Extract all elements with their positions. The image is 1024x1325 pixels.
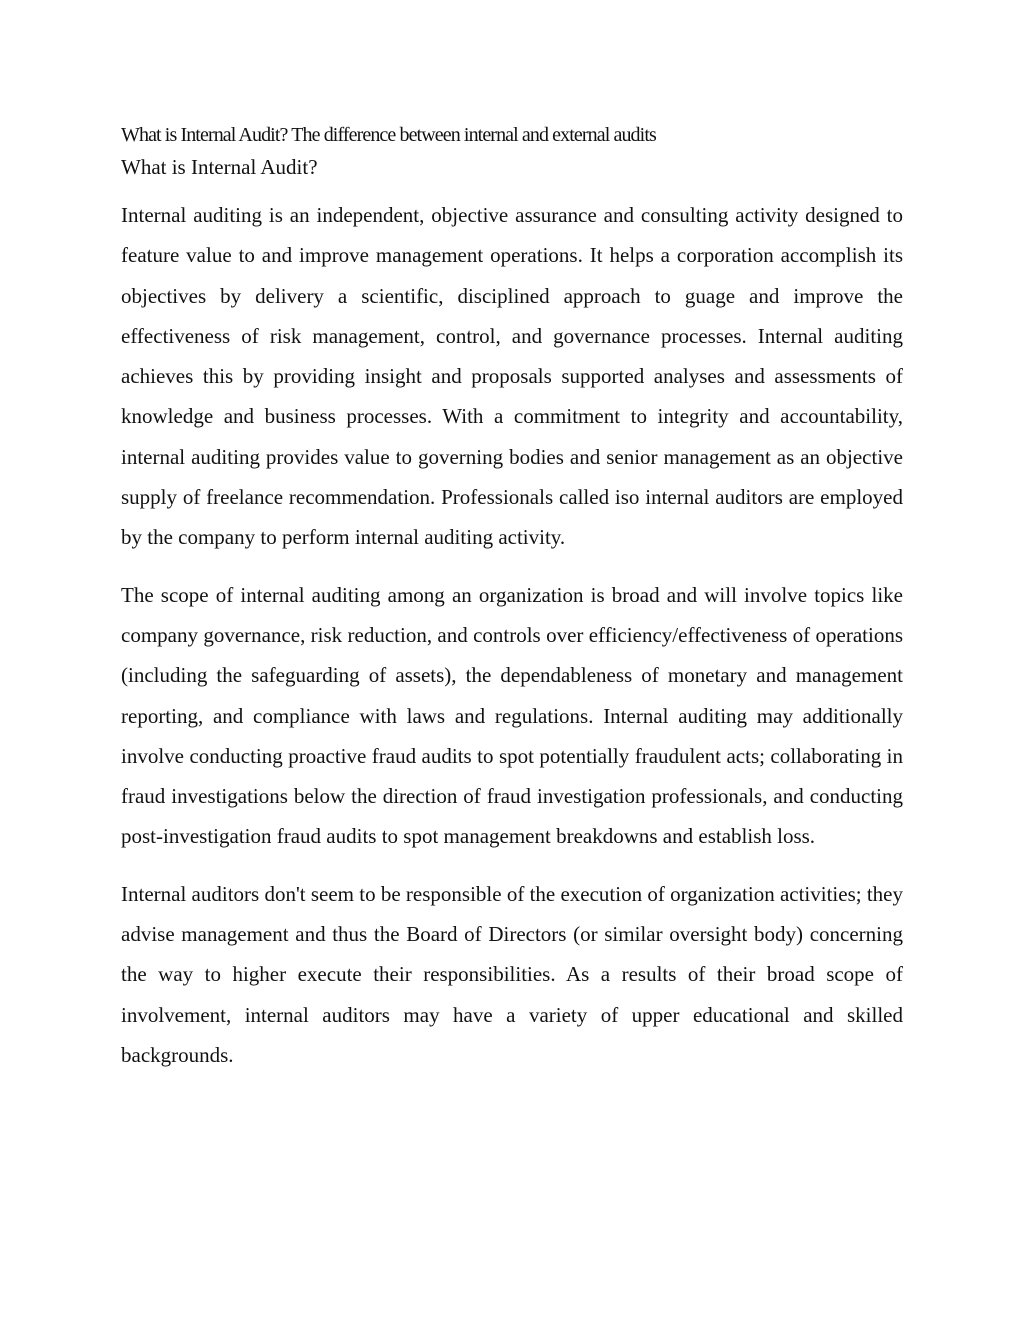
- document-title: What is Internal Audit? The difference between internal and external audits: [121, 124, 656, 146]
- document-page: [121, 118, 903, 1092]
- paragraph-1: Internal auditing is an independent, objective assurance and consulting activity designed to feature value to and improve management operations. It helps a corporation accomplish its objectives by delivery a scientific, disciplined approach to guage and improve the effectiveness of risk management, control, and governance processes. Internal auditing achieves this by providing insight and proposals supported analyses and assessments of knowledge and business processes. With a commitment to integrity and accountability, internal auditing provides value to governing bodies and senior management as an objective supply of freelance recommendation. Professionals called iso internal auditors are employed by the company to perform internal auditing activity.: [121, 203, 903, 550]
- section-heading: What is Internal Audit?: [121, 155, 318, 179]
- paragraph-2: The scope of internal auditing among an organization is broad and will involve topics like company governance, risk reduction, and controls over efficiency/effectiveness of operations (including the safeguarding of assets), the dependableness of monetary and management reporting, and compliance with laws and regulations. Internal auditing may additionally involve conducting proactive fraud audits to spot potentially fraudulent acts; collaborating in fraud investigations below the direction of fraud investigation professionals, and conducting post-investigation fraud audits to spot management breakdowns and establish loss.: [121, 582, 903, 849]
- paragraph-3: Internal auditors don't seem to be responsible of the execution of organization activities; they advise management and thus the Board of Directors (or similar oversight body) concerning the way to higher execute their responsibilities. As a results of their broad scope of involvement, internal auditors may have a variety of upper educational and skilled backgrounds.: [121, 881, 903, 1067]
